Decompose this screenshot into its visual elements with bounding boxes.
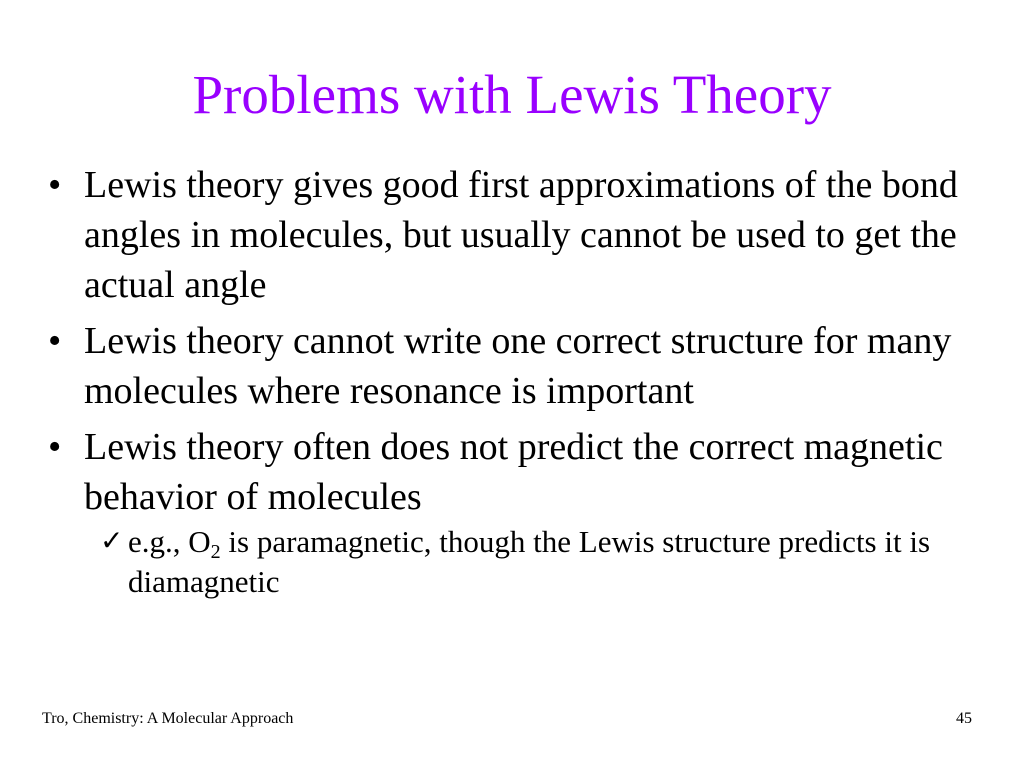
checkmark-icon: ✓ [100, 526, 124, 557]
bullet-text: Lewis theory often does not predict the correct magnetic behavior of molecules [84, 426, 943, 518]
bullet-dot-icon: • [48, 164, 62, 206]
bullet-list [48, 160, 988, 608]
subscript-text: 2 [210, 541, 221, 563]
slide-title: Problems with Lewis Theory [192, 64, 832, 125]
sub-bullet-text-start: e.g., O [128, 524, 211, 559]
bullet-dot-icon: • [48, 320, 62, 362]
bullet-item [48, 160, 988, 310]
bullet-text: Lewis theory gives good first approximations of the bond angles in molecules, but usually cannot be used to get the actual angle [84, 164, 958, 306]
bullet-text: Lewis theory cannot write one correct structure for many molecules where resonance is important [84, 320, 952, 412]
footer-source: Tro, Chemistry: A Molecular Approach [42, 710, 294, 727]
sub-bullet-text-end: is paramagnetic, though the Lewis structure predicts it is diamagnetic [128, 524, 931, 599]
page-number: 45 [956, 710, 972, 727]
bullet-dot-icon: • [48, 426, 62, 468]
sub-bullet-item [84, 522, 988, 602]
bullet-item [48, 422, 988, 602]
bullet-item [48, 316, 988, 416]
sub-bullet-list [84, 522, 988, 602]
